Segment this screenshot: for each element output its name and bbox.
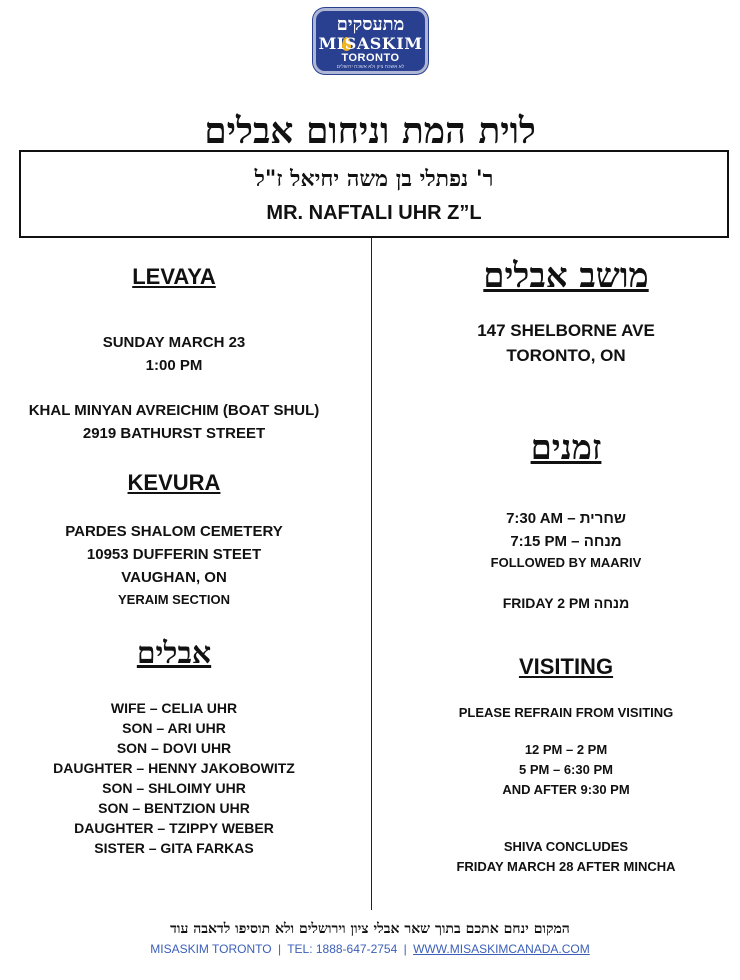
moshav-address-line1: 147 SHELBORNE AVE [477,321,655,340]
zmanim-followed: FOLLOWED BY MAARIV [490,555,642,570]
moshav-address-line2: TORONTO, ON [506,346,626,365]
aveilim-heading: אבלים [136,636,212,671]
kevura-city: VAUGHAN, ON [121,569,227,586]
footer-org: MISASKIM TORONTO [150,942,272,956]
logo-name: MISASKIM [318,34,423,53]
shiva-concludes-date: FRIDAY MARCH 28 AFTER MINCHA [456,859,676,874]
kevura-heading: KEVURA [127,470,221,495]
footer-tel: TEL: 1888-647-2754 [287,942,398,956]
logo-tagline: לא אשכח ציון ולא אשכח ירושלים [336,64,405,70]
list-item: SON – SHLOIMY UHR [102,780,246,796]
zmanim-friday: מנחה FRIDAY 2 PM [502,595,630,611]
footer-hebrew-blessing: המקום ינחם אתכם בתוך שאר אבלי ציון וירושלים ולא תוסיפו לדאבה עוד [170,921,570,937]
deceased-hebrew-name: ר' נפתלי בן משה יחיאל ז"ל [254,166,494,192]
list-item: SISTER – GITA FARKAS [94,840,254,856]
list-item: SON – BENTZION UHR [98,800,250,816]
list-item: DAUGHTER – HENNY JAKOBOWITZ [53,760,295,776]
shiva-concludes: SHIVA CONCLUDES [503,839,629,854]
levaya-date: SUNDAY MARCH 23 [102,334,246,351]
misaskim-logo [313,8,428,74]
visiting-time: 12 PM – 2 PM [524,742,608,757]
zmanim-heading: זמנים [530,428,602,468]
levaya-time: 1:00 PM [145,357,203,374]
list-item: SON – DOVI UHR [116,740,232,756]
kevura-cemetery: PARDES SHALOM CEMETERY [65,523,283,540]
zmanim-shacharis: 7:30 AM – שחרית [506,510,626,527]
list-item: DAUGHTER – TZIPPY WEBER [74,820,274,836]
zmanim-mincha: 7:15 PM – מנחה [510,533,622,550]
visiting-refrain: PLEASE REFRAIN FROM VISITING [458,705,674,720]
kevura-address: 10953 DUFFERIN STEET [86,546,262,563]
kevura-section: YERAIM SECTION [118,592,230,607]
deceased-english-name: MR. NAFTALI UHR Z”L [266,202,482,224]
footer-website-link[interactable]: WWW.MISASKIMCANADA.COM [413,942,590,956]
column-divider [371,238,372,910]
visiting-time: 5 PM – 6:30 PM [519,762,613,777]
logo-hebrew: מתעסקים [336,14,405,35]
footer-contact [0,942,740,956]
page-title: לוית המת וניחום אבלים [204,110,536,152]
list-item: WIFE – CELIA UHR [110,700,238,716]
visiting-time: AND AFTER 9:30 PM [502,782,630,797]
moshav-heading: מושב אבלים [483,256,649,296]
footer-separator: | [403,942,407,956]
levaya-address: 2919 BATHURST STREET [82,425,266,442]
levaya-heading: LEVAYA [132,264,216,289]
mourners-list [0,698,348,858]
logo-city: TORONTO [341,52,400,64]
levaya-venue: KHAL MINYAN AVREICHIM (BOAT SHUL) [28,402,320,419]
list-item: SON – ARI UHR [122,720,226,736]
visiting-heading: VISITING [518,654,614,679]
footer-separator: | [277,942,282,956]
deceased-name-box [19,150,729,238]
